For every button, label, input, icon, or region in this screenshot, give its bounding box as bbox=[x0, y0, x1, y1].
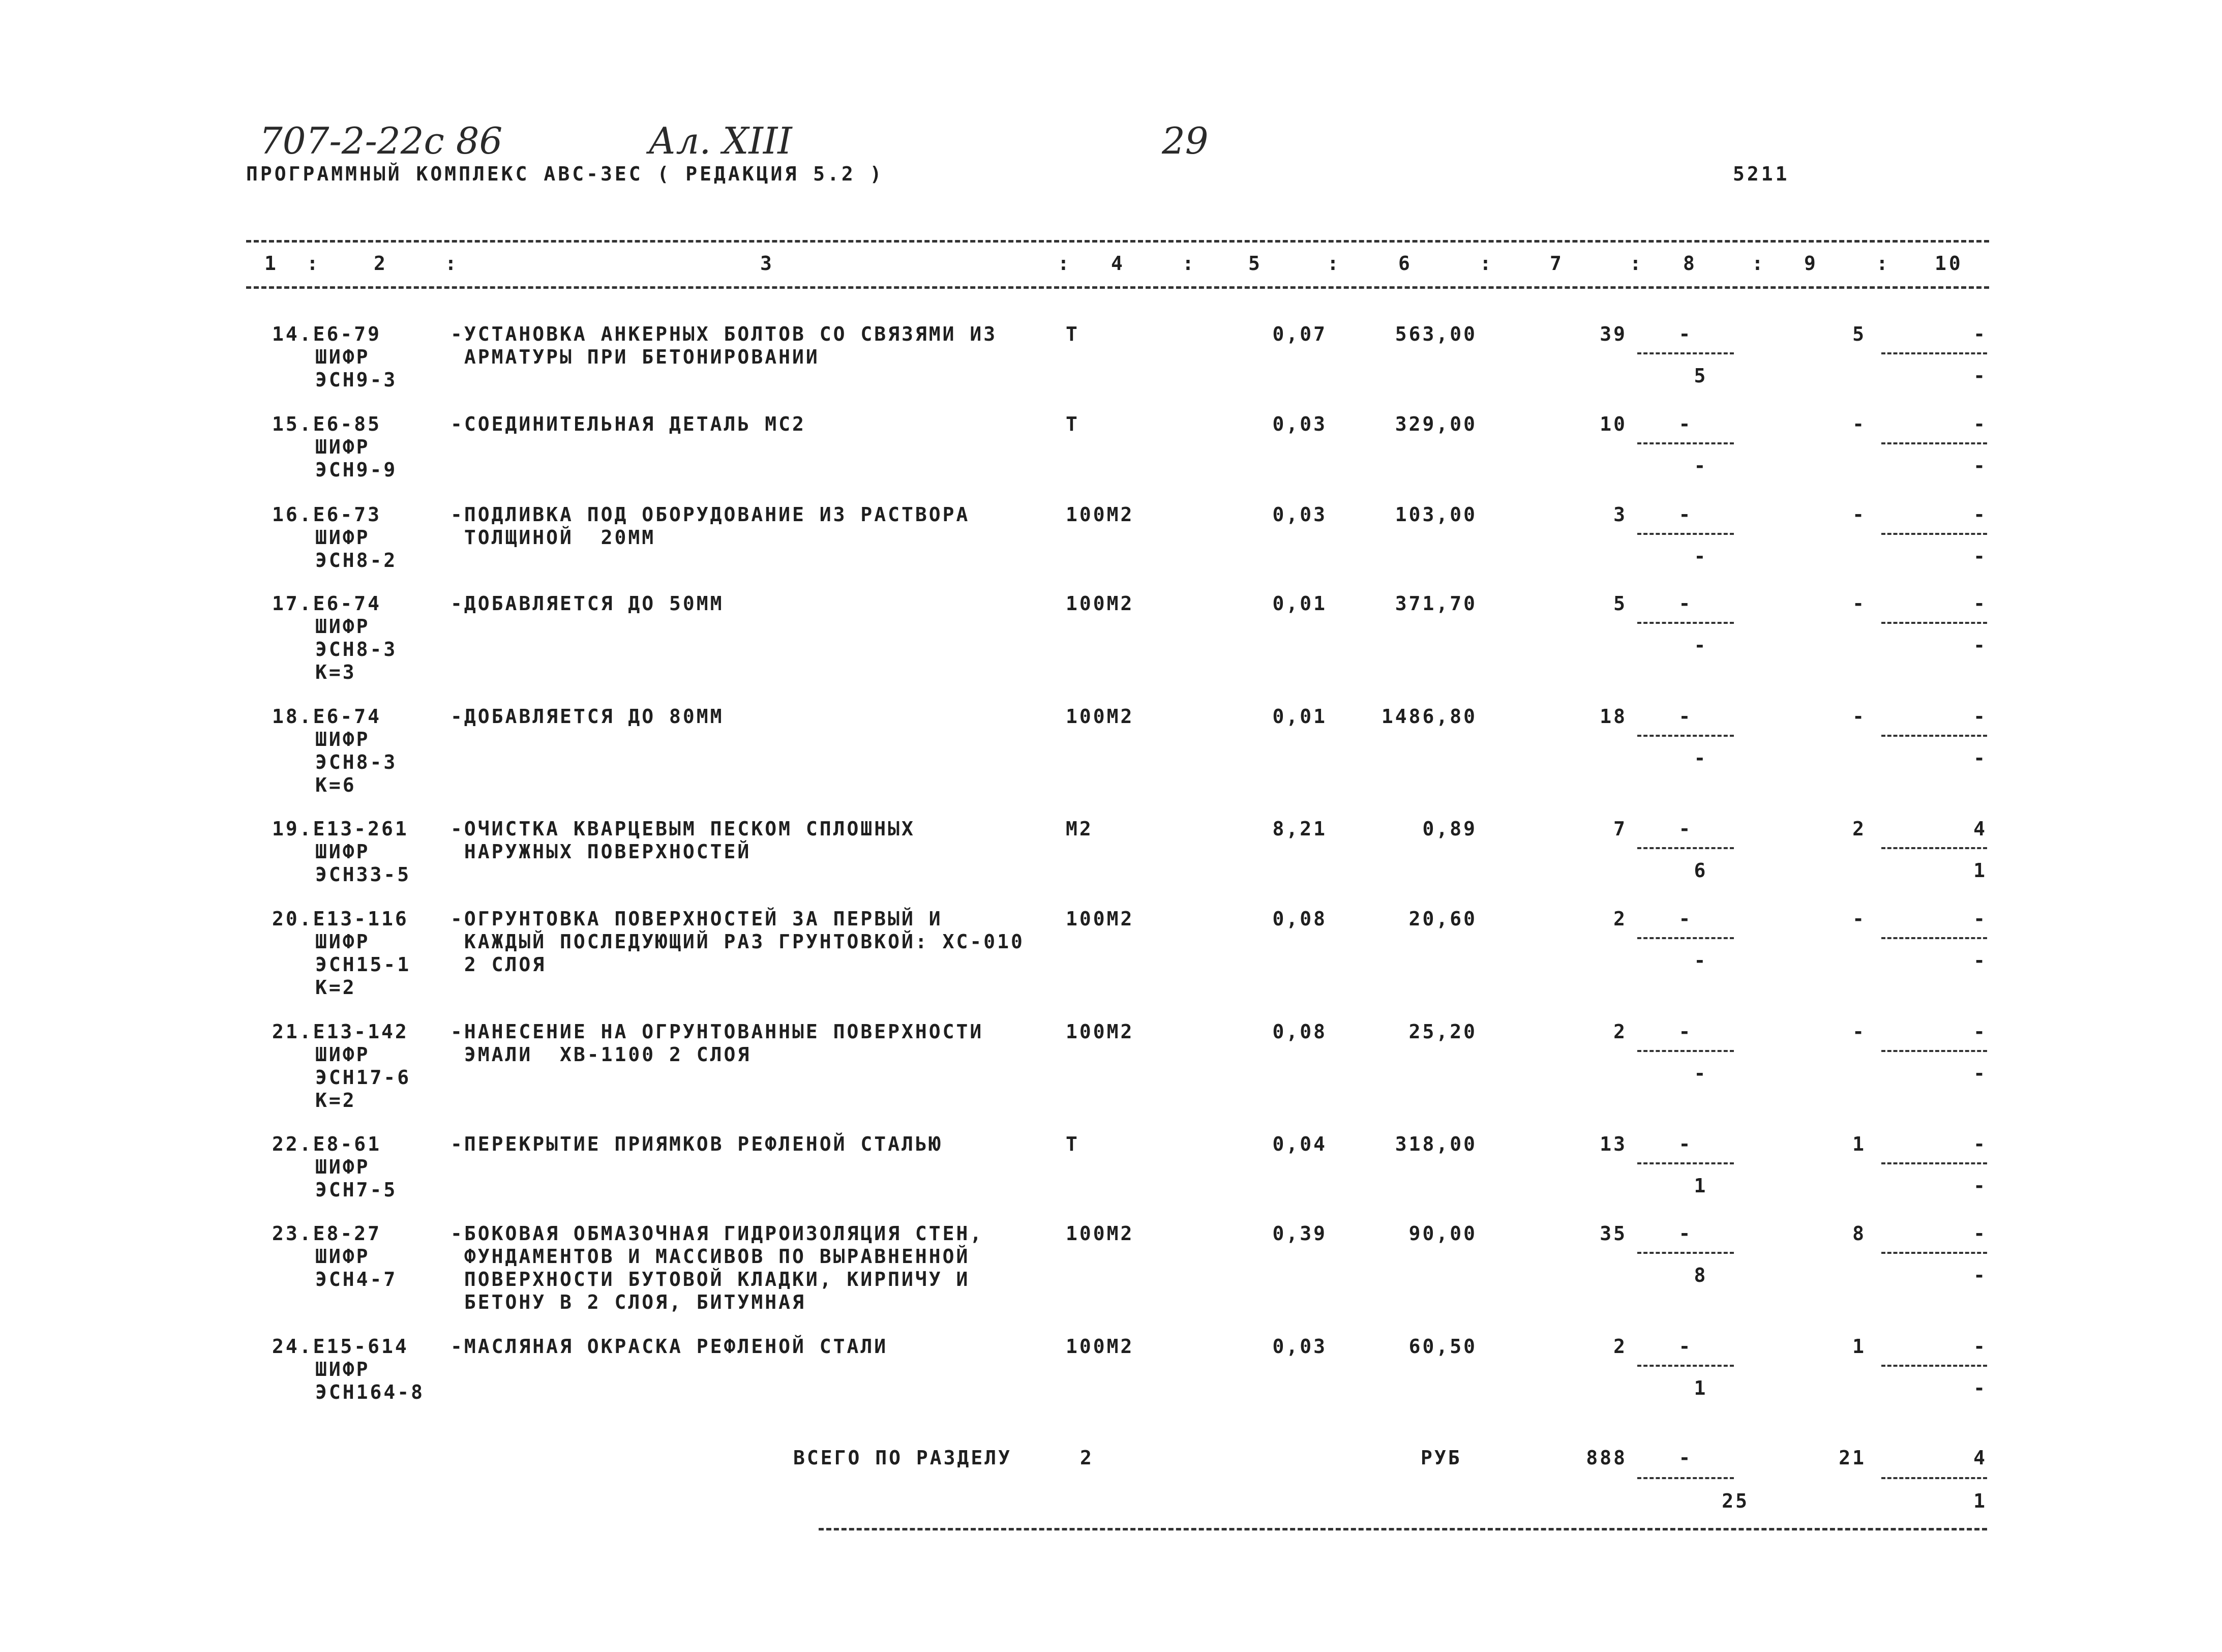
column-header-6: 6 bbox=[1398, 252, 1413, 275]
row-description: КАЖДЫЙ ПОСЛЕДУЮЩИЙ РАЗ ГРУНТОВКОЙ: ХС-010 bbox=[451, 930, 1025, 953]
row-col10-top: - bbox=[1973, 908, 1987, 930]
row-col10-bottom: - bbox=[1973, 1377, 1987, 1399]
row-quantity: 0,03 bbox=[1272, 1335, 1327, 1358]
row-col10-top: - bbox=[1973, 1335, 1987, 1358]
column-separator: : bbox=[1058, 252, 1072, 275]
row-code: 23.Е8-27 bbox=[272, 1222, 382, 1245]
row-col8-divider bbox=[1637, 1252, 1734, 1254]
row-col8-top: - bbox=[1678, 413, 1693, 435]
row-code-extra: ЭСН7-5 bbox=[315, 1179, 398, 1201]
row-col8-top: - bbox=[1678, 592, 1693, 615]
row-unit: Т bbox=[1066, 323, 1079, 345]
row-col8-divider bbox=[1637, 442, 1734, 444]
column-header-2: 2 bbox=[374, 252, 388, 275]
column-header-10: 10 bbox=[1935, 252, 1963, 275]
column-header-4: 4 bbox=[1111, 252, 1125, 275]
row-col8-bottom: - bbox=[1694, 1062, 1708, 1085]
row-code-extra: ЭСН33-5 bbox=[315, 863, 411, 886]
row-description: -БОКОВАЯ ОБМАЗОЧНАЯ ГИДРОИЗОЛЯЦИЯ СТЕН, bbox=[451, 1222, 984, 1245]
row-col10-bottom: - bbox=[1973, 1175, 1987, 1197]
row-code-extra: ШИФР bbox=[315, 436, 370, 458]
column-header-1: 1 bbox=[264, 252, 279, 275]
row-code-extra: ШИФР bbox=[315, 930, 370, 953]
doc-number: 5211 bbox=[1733, 163, 1790, 185]
row-col9: - bbox=[1852, 1020, 1866, 1043]
row-code: 24.Е15-614 bbox=[272, 1335, 409, 1358]
row-col7: 10 bbox=[1600, 413, 1627, 435]
total-col7: 888 bbox=[1586, 1447, 1627, 1469]
row-col10-top: - bbox=[1973, 413, 1987, 435]
row-col9: 1 bbox=[1852, 1335, 1866, 1358]
row-col7: 2 bbox=[1613, 1335, 1627, 1358]
row-col8-bottom: - bbox=[1694, 747, 1708, 769]
row-code-extra: ШИФР bbox=[315, 615, 370, 638]
row-code-extra: ШИФР bbox=[315, 1245, 370, 1268]
row-code: 15.Е6-85 bbox=[272, 413, 382, 435]
row-description: -СОЕДИНИТЕЛЬНАЯ ДЕТАЛЬ МС2 bbox=[451, 413, 806, 435]
row-quantity: 0,01 bbox=[1272, 592, 1327, 615]
row-code-extra: ЭСН9-9 bbox=[315, 459, 398, 481]
row-col10-divider bbox=[1881, 622, 1987, 624]
row-code: 17.Е6-74 bbox=[272, 592, 382, 615]
row-code-extra: ШИФР bbox=[315, 1156, 370, 1178]
total-col8-top: - bbox=[1678, 1447, 1693, 1469]
row-col10-top: - bbox=[1973, 323, 1987, 345]
column-header-9: 9 bbox=[1804, 252, 1818, 275]
row-col8-bottom: - bbox=[1694, 949, 1708, 972]
row-col9: 2 bbox=[1852, 818, 1866, 840]
row-col8-bottom: 8 bbox=[1694, 1264, 1708, 1286]
row-col9: - bbox=[1852, 592, 1866, 615]
row-col7: 18 bbox=[1600, 705, 1627, 728]
row-code-extra: К=2 bbox=[315, 976, 356, 999]
row-unit-price: 25,20 bbox=[1408, 1020, 1477, 1043]
row-code-extra: ЭСН8-3 bbox=[315, 751, 398, 773]
total-col10-top: 4 bbox=[1973, 1447, 1987, 1469]
row-col8-divider bbox=[1637, 352, 1734, 354]
column-header-8: 8 bbox=[1683, 252, 1697, 275]
row-code-extra: ЭСН15-1 bbox=[315, 953, 411, 976]
row-quantity: 0,39 bbox=[1272, 1222, 1327, 1245]
row-col8-divider bbox=[1637, 1365, 1734, 1367]
row-col9: 8 bbox=[1852, 1222, 1866, 1245]
row-code-extra: К=6 bbox=[315, 774, 356, 796]
row-col8-bottom: 6 bbox=[1694, 859, 1708, 882]
column-header-3: 3 bbox=[760, 252, 774, 275]
row-description: -НАНЕСЕНИЕ НА ОГРУНТОВАННЫЕ ПОВЕРХНОСТИ bbox=[451, 1020, 984, 1043]
row-code: 16.Е6-73 bbox=[272, 503, 382, 526]
row-code: 22.Е8-61 bbox=[272, 1133, 382, 1155]
row-quantity: 0,08 bbox=[1272, 1020, 1327, 1043]
row-unit-price: 103,00 bbox=[1395, 503, 1477, 526]
row-description: ТОЛЩИНОЙ 20ММ bbox=[451, 526, 656, 549]
column-separator: : bbox=[1752, 252, 1766, 275]
row-unit: 100М2 bbox=[1066, 503, 1134, 526]
row-col10-bottom: - bbox=[1973, 365, 1987, 387]
row-col8-divider bbox=[1637, 937, 1734, 939]
row-unit: 100М2 bbox=[1066, 1020, 1134, 1043]
bottom-rule bbox=[819, 1528, 1987, 1530]
column-separator: : bbox=[445, 252, 459, 275]
total-col6: РУБ bbox=[1421, 1447, 1462, 1469]
row-quantity: 0,04 bbox=[1272, 1133, 1327, 1155]
row-col10-divider bbox=[1881, 1365, 1987, 1367]
row-description: ФУНДАМЕНТОВ И МАССИВОВ ПО ВЫРАВНЕННОЙ bbox=[451, 1245, 970, 1268]
row-col10-top: 4 bbox=[1973, 818, 1987, 840]
row-code-extra: ЭСН8-3 bbox=[315, 638, 398, 660]
row-col8-top: - bbox=[1678, 1335, 1693, 1358]
column-header-5: 5 bbox=[1248, 252, 1263, 275]
row-code-extra: К=3 bbox=[315, 661, 356, 683]
row-col8-top: - bbox=[1678, 1133, 1693, 1155]
row-description: -МАСЛЯНАЯ ОКРАСКА РЕФЛЕНОЙ СТАЛИ bbox=[451, 1335, 888, 1358]
row-unit-price: 0,89 bbox=[1422, 818, 1477, 840]
row-quantity: 0,07 bbox=[1272, 323, 1327, 345]
row-col10-top: - bbox=[1973, 592, 1987, 615]
row-code-extra: ЭСН17-6 bbox=[315, 1066, 411, 1089]
row-col7: 5 bbox=[1613, 592, 1627, 615]
row-col8-top: - bbox=[1678, 705, 1693, 728]
row-description: -УСТАНОВКА АНКЕРНЫХ БОЛТОВ СО СВЯЗЯМИ ИЗ bbox=[451, 323, 998, 345]
total-col9: 21 bbox=[1839, 1447, 1866, 1469]
row-col8-top: - bbox=[1678, 818, 1693, 840]
column-separator: : bbox=[1876, 252, 1890, 275]
row-col8-divider bbox=[1637, 622, 1734, 624]
row-col8-bottom: 5 bbox=[1694, 365, 1708, 387]
row-col9: - bbox=[1852, 908, 1866, 930]
column-separator: : bbox=[1182, 252, 1196, 275]
row-col10-bottom: - bbox=[1973, 1062, 1987, 1085]
row-code-extra: ШИФР bbox=[315, 1358, 370, 1380]
row-col10-divider bbox=[1881, 937, 1987, 939]
row-col10-divider bbox=[1881, 533, 1987, 535]
row-description: -ОГРУНТОВКА ПОВЕРХНОСТЕЙ ЗА ПЕРВЫЙ И bbox=[451, 908, 943, 930]
row-col9: - bbox=[1852, 705, 1866, 728]
row-quantity: 0,08 bbox=[1272, 908, 1327, 930]
row-col10-divider bbox=[1881, 847, 1987, 849]
program-title: ПРОГРАММНЫЙ КОМПЛЕКС АВС-3ЕС ( РЕДАКЦИЯ 5.2 ) bbox=[246, 163, 884, 185]
row-col9: - bbox=[1852, 413, 1866, 435]
row-description: НАРУЖНЫХ ПОВЕРХНОСТЕЙ bbox=[451, 840, 752, 863]
column-separator: : bbox=[1480, 252, 1494, 275]
row-unit-price: 329,00 bbox=[1395, 413, 1477, 435]
total-col10-divider bbox=[1881, 1477, 1987, 1479]
row-unit: 100М2 bbox=[1066, 1222, 1134, 1245]
row-col10-divider bbox=[1881, 1252, 1987, 1254]
row-col10-bottom: - bbox=[1973, 455, 1987, 477]
row-col8-divider bbox=[1637, 533, 1734, 535]
column-separator: : bbox=[1327, 252, 1341, 275]
row-col8-divider bbox=[1637, 847, 1734, 849]
row-code: 21.Е13-142 bbox=[272, 1020, 409, 1043]
row-col7: 2 bbox=[1613, 1020, 1627, 1043]
row-quantity: 0,01 bbox=[1272, 705, 1327, 728]
row-code-extra: ШИФР bbox=[315, 526, 370, 549]
row-col8-bottom: - bbox=[1694, 455, 1708, 477]
row-unit-price: 1486,80 bbox=[1381, 705, 1477, 728]
row-unit-price: 60,50 bbox=[1408, 1335, 1477, 1358]
row-col7: 39 bbox=[1600, 323, 1627, 345]
total-col10-bottom: 1 bbox=[1973, 1490, 1987, 1512]
page-number: 29 bbox=[1162, 119, 1209, 162]
total-col8-divider bbox=[1637, 1477, 1734, 1479]
row-col8-top: - bbox=[1678, 503, 1693, 526]
row-code-extra: ЭСН164-8 bbox=[315, 1381, 425, 1403]
row-col8-bottom: - bbox=[1694, 634, 1708, 656]
row-unit-price: 371,70 bbox=[1395, 592, 1477, 615]
row-col10-bottom: 1 bbox=[1973, 859, 1987, 882]
row-description: ЭМАЛИ ХВ-1100 2 СЛОЯ bbox=[451, 1043, 752, 1066]
row-col8-bottom: 1 bbox=[1694, 1377, 1708, 1399]
row-code-extra: ШИФР bbox=[315, 840, 370, 863]
top-rule bbox=[246, 240, 1989, 243]
row-unit: 100М2 bbox=[1066, 1335, 1134, 1358]
row-unit: М2 bbox=[1066, 818, 1093, 840]
handwritten-project-code: 707-2-22с 86 bbox=[259, 119, 503, 162]
row-col10-divider bbox=[1881, 1162, 1987, 1164]
row-col10-top: - bbox=[1973, 1222, 1987, 1245]
row-col10-bottom: - bbox=[1973, 1264, 1987, 1286]
row-description: 2 СЛОЯ bbox=[451, 953, 547, 976]
row-unit-price: 563,00 bbox=[1395, 323, 1477, 345]
row-col7: 3 bbox=[1613, 503, 1627, 526]
row-code-extra: ШИФР bbox=[315, 728, 370, 750]
row-col10-divider bbox=[1881, 735, 1987, 737]
row-quantity: 0,03 bbox=[1272, 503, 1327, 526]
row-unit-price: 318,00 bbox=[1395, 1133, 1477, 1155]
row-col10-top: - bbox=[1973, 503, 1987, 526]
row-col8-bottom: 1 bbox=[1694, 1175, 1708, 1197]
row-code: 20.Е13-116 bbox=[272, 908, 409, 930]
row-unit-price: 90,00 bbox=[1408, 1222, 1477, 1245]
row-unit-price: 20,60 bbox=[1408, 908, 1477, 930]
column-separator: : bbox=[1630, 252, 1644, 275]
header-bottom-rule bbox=[246, 286, 1989, 289]
row-code: 19.Е13-261 bbox=[272, 818, 409, 840]
row-col10-bottom: - bbox=[1973, 747, 1987, 769]
row-code-extra: ШИФР bbox=[315, 1043, 370, 1066]
column-header-7: 7 bbox=[1550, 252, 1564, 275]
row-unit: Т bbox=[1066, 1133, 1079, 1155]
row-code: 14.Е6-79 bbox=[272, 323, 382, 345]
row-col7: 13 bbox=[1600, 1133, 1627, 1155]
row-col8-top: - bbox=[1678, 1222, 1693, 1245]
row-col10-bottom: - bbox=[1973, 949, 1987, 972]
total-col8-bottom: 25 bbox=[1722, 1490, 1749, 1512]
total-label: ВСЕГО ПО РАЗДЕЛУ bbox=[793, 1447, 1012, 1469]
row-col7: 2 bbox=[1613, 908, 1627, 930]
row-col9: 1 bbox=[1852, 1133, 1866, 1155]
row-code-extra: ШИФР bbox=[315, 346, 370, 368]
row-description: АРМАТУРЫ ПРИ БЕТОНИРОВАНИИ bbox=[451, 346, 820, 368]
row-code-extra: ЭСН9-3 bbox=[315, 369, 398, 391]
row-col10-top: - bbox=[1973, 1133, 1987, 1155]
row-col8-divider bbox=[1637, 735, 1734, 737]
row-col8-divider bbox=[1637, 1050, 1734, 1052]
row-description: -ПЕРЕКРЫТИЕ ПРИЯМКОВ РЕФЛЕНОЙ СТАЛЬЮ bbox=[451, 1133, 943, 1155]
row-description: БЕТОНУ В 2 СЛОЯ, БИТУМНАЯ bbox=[451, 1291, 806, 1313]
row-col8-top: - bbox=[1678, 323, 1693, 345]
row-quantity: 0,03 bbox=[1272, 413, 1327, 435]
row-col9: 5 bbox=[1852, 323, 1866, 345]
row-col9: - bbox=[1852, 503, 1866, 526]
row-description: -ПОДЛИВКА ПОД ОБОРУДОВАНИЕ ИЗ РАСТВОРА bbox=[451, 503, 970, 526]
row-col10-bottom: - bbox=[1973, 634, 1987, 656]
row-code-extra: ЭСН4-7 bbox=[315, 1268, 398, 1290]
row-col10-divider bbox=[1881, 352, 1987, 354]
column-separator: : bbox=[307, 252, 321, 275]
row-col8-top: - bbox=[1678, 908, 1693, 930]
row-unit: 100М2 bbox=[1066, 705, 1134, 728]
row-col7: 7 bbox=[1613, 818, 1627, 840]
handwritten-sheet-label: Ал. XIII bbox=[648, 119, 792, 162]
row-col10-divider bbox=[1881, 442, 1987, 444]
row-col8-bottom: - bbox=[1694, 545, 1708, 567]
row-code-extra: К=2 bbox=[315, 1089, 356, 1112]
row-code: 18.Е6-74 bbox=[272, 705, 382, 728]
row-unit: 100М2 bbox=[1066, 908, 1134, 930]
row-col8-divider bbox=[1637, 1162, 1734, 1164]
row-col10-divider bbox=[1881, 1050, 1987, 1052]
row-description: ПОВЕРХНОСТИ БУТОВОЙ КЛАДКИ, КИРПИЧУ И bbox=[451, 1268, 970, 1290]
row-col7: 35 bbox=[1600, 1222, 1627, 1245]
row-col10-bottom: - bbox=[1973, 545, 1987, 567]
row-description: -ДОБАВЛЯЕТСЯ ДО 80ММ bbox=[451, 705, 724, 728]
row-col10-top: - bbox=[1973, 1020, 1987, 1043]
total-col4: 2 bbox=[1080, 1447, 1094, 1469]
row-col10-top: - bbox=[1973, 705, 1987, 728]
row-quantity: 8,21 bbox=[1272, 818, 1327, 840]
row-unit: Т bbox=[1066, 413, 1079, 435]
row-code-extra: ЭСН8-2 bbox=[315, 549, 398, 572]
row-description: -ДОБАВЛЯЕТСЯ ДО 50ММ bbox=[451, 592, 724, 615]
row-col8-top: - bbox=[1678, 1020, 1693, 1043]
row-description: -ОЧИСТКА КВАРЦЕВЫМ ПЕСКОМ СПЛОШНЫХ bbox=[451, 818, 915, 840]
row-unit: 100М2 bbox=[1066, 592, 1134, 615]
